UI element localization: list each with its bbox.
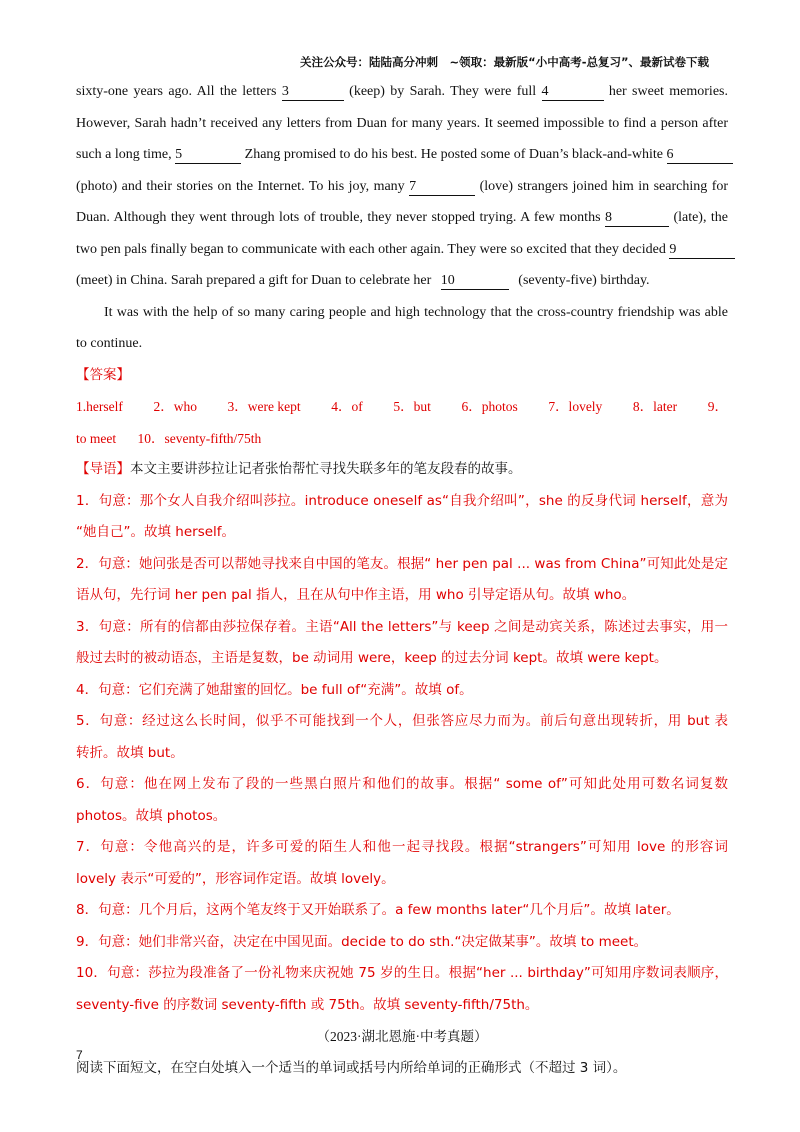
- answer-item: 3．were kept: [227, 399, 301, 414]
- explanation-line: 10．句意：莎拉为段准备了一份礼物来庆祝她 75 岁的生日。根据“her ... birthday”可知用序数词表顺序，: [76, 965, 728, 981]
- source-line: （2023·湖北恩施·中考真题）: [316, 1029, 488, 1044]
- explanation-line: 8．句意：几个月后，这两个笔友终于又开始联系了。a few months later“几个月后”。故填 later。: [76, 902, 680, 918]
- passage-text: Duan. Although they went through lots of trouble, they never stopped trying. A few months: [76, 210, 601, 225]
- passage-line-1: [76, 76, 728, 108]
- blank-9: 9: [669, 242, 735, 259]
- passage-line-6: [76, 234, 728, 266]
- answer-item: 8．later: [632, 399, 678, 414]
- passage-line-4: [76, 171, 728, 203]
- blank-4: 4: [542, 84, 604, 101]
- passage-text: her sweet memories.: [608, 84, 728, 99]
- answer-row-2: [76, 423, 728, 455]
- answer-item: 7．lovely: [548, 399, 603, 414]
- explanation-line: 9．句意：她们非常兴奋，决定在中国见面。decide to do sth.“决定做某事”。故填 to meet。: [76, 933, 648, 950]
- guide-text: 本文主要讲莎拉让记者张怡帮忙寻找失联多年的笔友段春的故事。: [130, 461, 522, 477]
- explanations: [76, 486, 728, 1022]
- passage-text: sixty-one years ago. All the letters: [76, 84, 277, 99]
- passage-line-7: [76, 265, 728, 297]
- passage-text: (keep) by Sarah. They were full: [349, 84, 537, 99]
- explanation-line: seventy-five 的序数词 seventy-fifth 或 75th。故填 seventy-fifth/75th。: [76, 996, 539, 1013]
- page-header-banner: 关注公众号：陆陆高分冲刺 ~领取：最新版“小中高考-总复习”、最新试卷下载: [300, 55, 710, 69]
- explanation-line: lovely 表示“可爱的”，形容词作定语。故填 lovely。: [76, 870, 395, 887]
- explanation-line: 4．句意：它们充满了她甜蜜的回忆。be full of“充满”。故填 of。: [76, 681, 473, 698]
- guide-line: [76, 454, 728, 486]
- explanation-line: 般过去时的被动语态，主语是复数，be 动词用 were，keep 的过去分词 kept。故填 were kept。: [76, 650, 668, 666]
- answer-item: to meet: [76, 430, 117, 446]
- page-number: 7: [76, 1048, 83, 1062]
- explanation-line: 3．句意：所有的信都由莎拉保存着。主语“All the letters”与 keep 之间是动宾关系，陈述过去事实，用一: [76, 618, 728, 635]
- instruction-line: 阅读下面短文，在空白处填入一个适当的单词或括号内所给单词的正确形式（不超过 3 词）。: [76, 1059, 627, 1076]
- explanation-line: 6．句意：他在网上发布了段的一些黑白照片和他们的故事。根据“ some of”可知此处用可数名词复数: [76, 776, 728, 792]
- blank-3: 3: [282, 84, 344, 101]
- passage-line-5: [76, 202, 728, 234]
- explanation-line: 语从句，先行词 her pen pal 指人，且在从句中作主语，用 who 引导定语从句。故填 who。: [76, 587, 636, 603]
- answer-item: 2．who: [153, 399, 197, 414]
- answer-item: 9．: [707, 399, 728, 414]
- explanation-line: photos。故填 photos。: [76, 807, 227, 824]
- passage-line-9: to continue.: [76, 336, 143, 351]
- explanation-line: 7．句意：令他高兴的是，许多可爱的陌生人和他一起寻找段。根据“strangers”可知用 love 的形容词: [76, 839, 728, 855]
- passage-text: (seventy-five) birthday.: [518, 273, 650, 288]
- blank-10: 10: [441, 273, 509, 290]
- passage-line-2: However, Sarah hadn’t received any letters from Duan for many years. It seemed impossible to find a person after: [76, 115, 728, 131]
- blank-6: 6: [667, 147, 733, 164]
- answer-item: 6．photos: [461, 399, 518, 414]
- blank-8: 8: [605, 210, 669, 227]
- passage-text: Zhang promised to do his best. He posted some of Duan’s black-and-white: [244, 147, 664, 162]
- answer-row-1: [76, 391, 728, 423]
- explanation-line: 2．句意：她问张是否可以帮她寻找来自中国的笔友。根据“ her pen pal ... was from China”可知此处是定: [76, 555, 728, 572]
- blank-7: 7: [409, 179, 475, 196]
- answer-heading: 【答案】: [76, 366, 130, 383]
- explanation-line: 5．句意：经过这么长时间，似乎不可能找到一个人，但张答应尽力而为。前后句意出现转折，用 but 表: [76, 713, 728, 729]
- passage-text: two pen pals finally began to communicate with each other again. They were so excited that they decided: [76, 241, 666, 257]
- explanation-line: “她自己”。故填 herself。: [76, 524, 236, 540]
- passage-line-8: It was with the help of so many caring people and high technology that the cross-country friendship was able: [104, 304, 728, 320]
- answer-item: 10．seventy-fifth/75th: [137, 430, 262, 446]
- explanation-line: 转折。故填 but。: [76, 744, 184, 761]
- answer-item: 4．of: [331, 399, 363, 414]
- answer-item: 1.herself: [76, 399, 123, 414]
- passage-line-3: [76, 139, 728, 171]
- answer-item: 5．but: [393, 399, 431, 414]
- explanation-line: 1．句意：那个女人自我介绍叫莎拉。introduce oneself as“自我介绍叫”，she 的反身代词 herself，意为: [76, 492, 728, 509]
- passage-text: (meet) in China. Sarah prepared a gift for Duan to celebrate her: [76, 273, 432, 288]
- passage-text: such a long time,: [76, 147, 172, 162]
- blank-5: 5: [175, 147, 241, 164]
- passage-text: (photo) and their stories on the Internet. To his joy, many: [76, 178, 405, 194]
- document-body: [76, 76, 728, 1084]
- passage-text: (love) strangers joined him in searching for: [479, 178, 729, 194]
- guide-label: 【导语】: [76, 461, 130, 477]
- passage-text: (late), the: [673, 210, 729, 225]
